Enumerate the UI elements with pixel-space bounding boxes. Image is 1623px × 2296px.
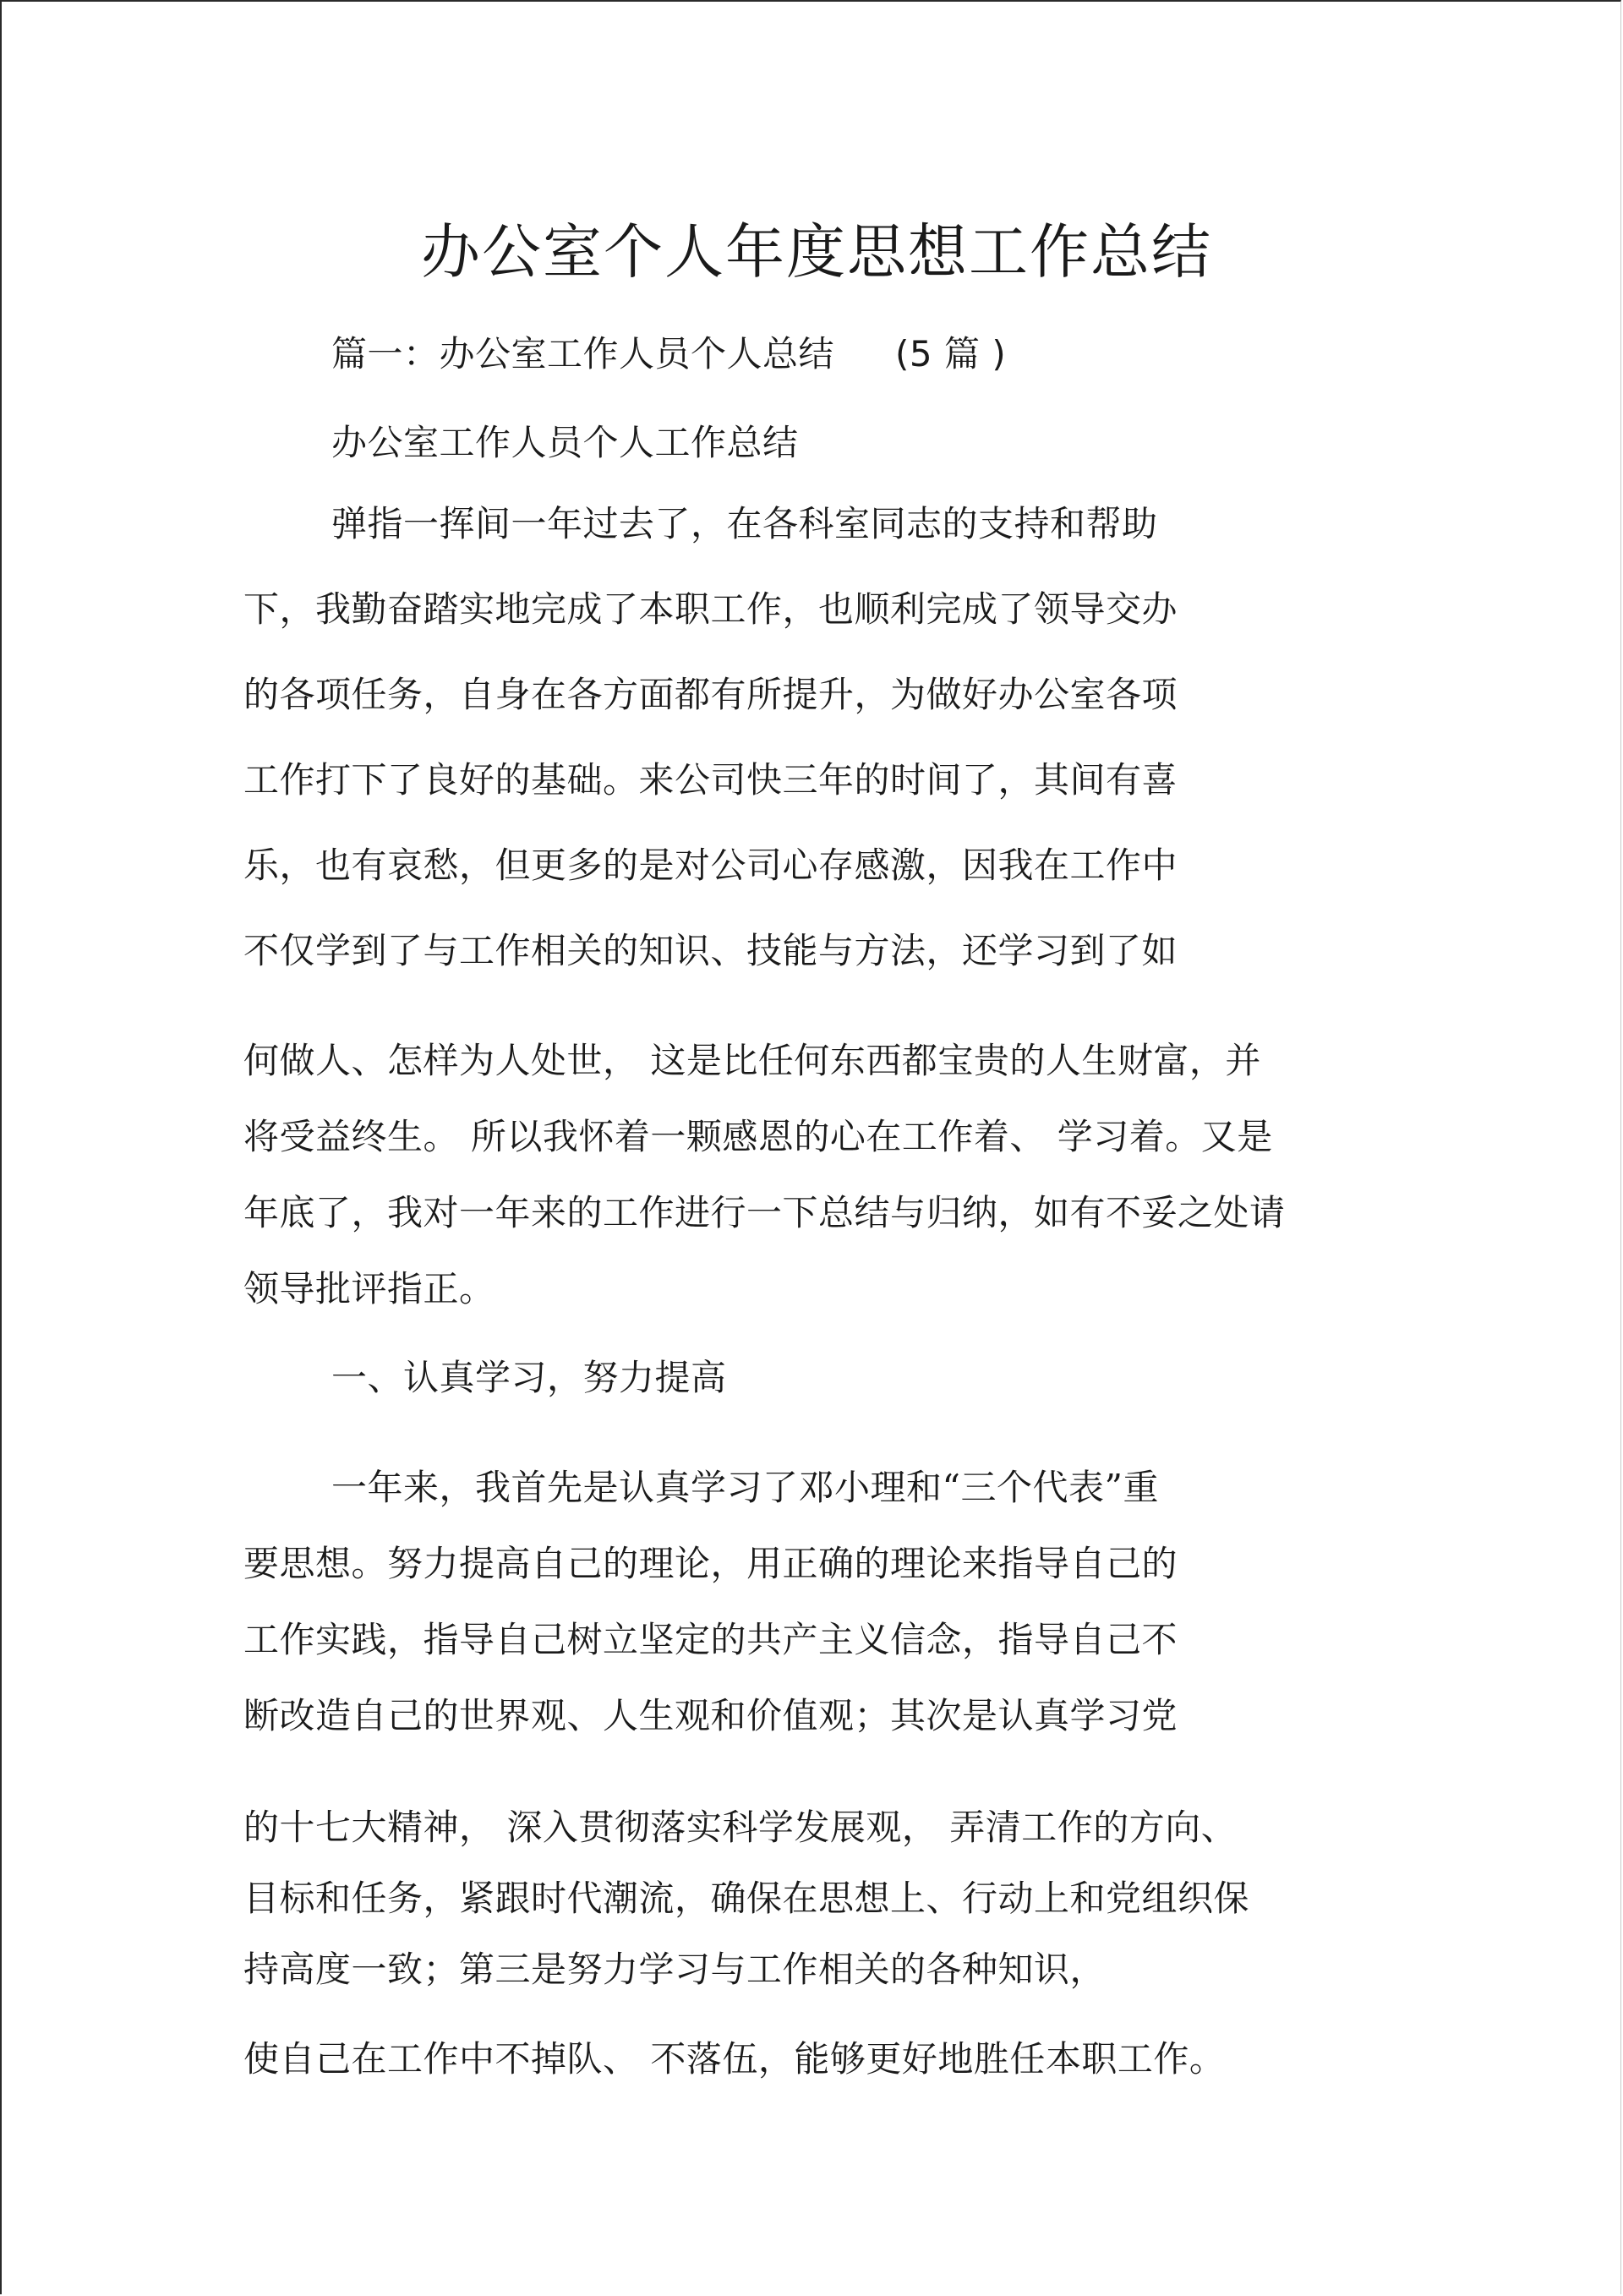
- paragraph-line: 要思想。努力提高自己的理论，用正确的理论来指导自己的: [243, 1543, 1178, 1584]
- section-title: 办公室工作人员个人工作总结: [331, 422, 799, 463]
- paragraph-line: 将受益终生。 所以我怀着一颗感恩的心在工作着、 学习着。又是: [243, 1116, 1273, 1157]
- subtitle-line: [331, 331, 1006, 378]
- paragraph-line: 的各项任务，自身在各方面都有所提升，为做好办公室各项: [243, 674, 1178, 715]
- paragraph-line: 下，我勤奋踏实地完成了本职工作，也顺利完成了领导交办: [243, 588, 1178, 630]
- paragraph-line: 目标和任务，紧跟时代潮流，确保在思想上、行动上和党组织保: [243, 1878, 1250, 1919]
- paragraph-line: 领导批评指正。: [243, 1268, 495, 1309]
- paragraph-line: 不仅学到了与工作相关的知识、技能与方法，还学习到了如: [243, 930, 1178, 971]
- paragraph-line: 工作实践，指导自己树立坚定的共产主义信念，指导自己不: [243, 1619, 1178, 1660]
- paragraph-line: 工作打下了良好的基础。来公司快三年的时间了，其间有喜: [243, 759, 1178, 801]
- paragraph-line: 弹指一挥间一年过去了，在各科室同志的支持和帮助: [331, 503, 1158, 544]
- paragraph-line: 乐，也有哀愁，但更多的是对公司心存感激，因我在工作中: [243, 845, 1178, 886]
- heading-1: 一、认真学习，努力提高: [331, 1357, 727, 1398]
- paragraph-line: 何做人、怎样为人处世， 这是比任何东西都宝贵的人生财富，并: [243, 1040, 1261, 1081]
- subtitle-count: (5 篇 ): [895, 333, 1007, 374]
- paragraph-line: 的十七大精神， 深入贯彻落实科学发展观， 弄清工作的方向、: [243, 1807, 1238, 1848]
- paragraph-line: 年底了，我对一年来的工作进行一下总结与归纳，如有不妥之处请: [243, 1192, 1286, 1233]
- paragraph-line: 使自己在工作中不掉队、 不落伍，能够更好地胜任本职工作。: [243, 2038, 1226, 2080]
- paragraph-line: 一年来，我首先是认真学习了邓小理和“三个代表”重: [331, 1467, 1159, 1508]
- paragraph-line: 持高度一致；第三是努力学习与工作相关的各种知识，: [243, 1949, 1107, 1990]
- paragraph-line: 断改造自己的世界观、人生观和价值观；其次是认真学习党: [243, 1695, 1178, 1736]
- subtitle-text: 篇一：办公室工作人员个人总结: [331, 333, 835, 374]
- document-title: 办公室个人年度思想工作总结: [421, 217, 1212, 287]
